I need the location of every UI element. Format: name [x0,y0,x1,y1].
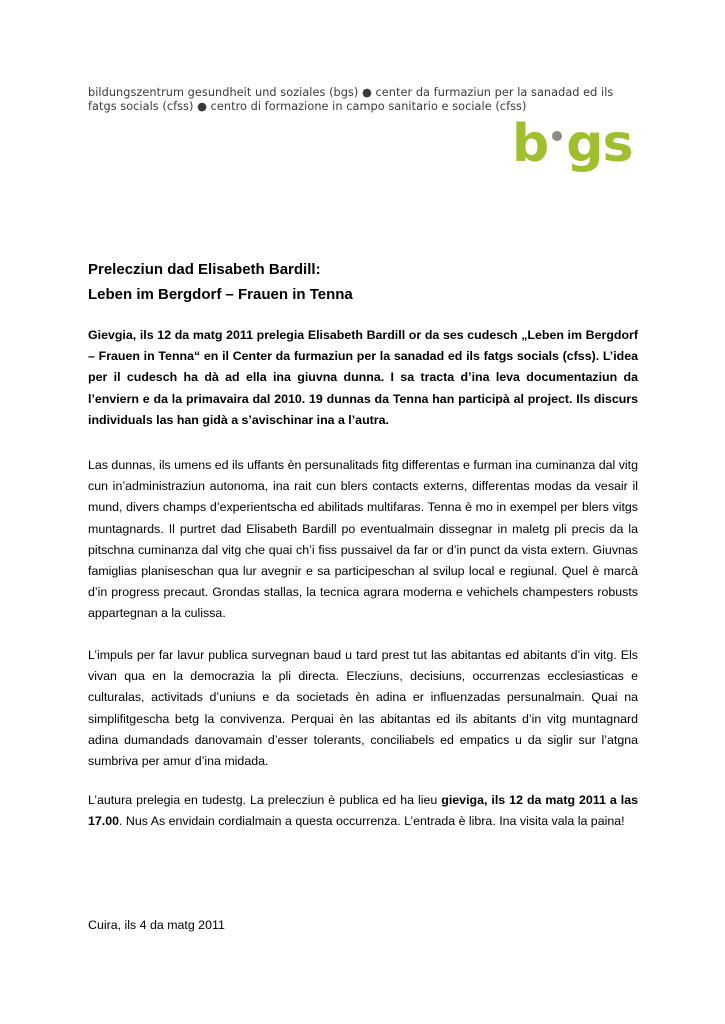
title-line-1: Prelecziun dad Elisabeth Bardill: [88,261,321,278]
logo-text-right: gs [566,114,633,174]
header-line-2: fatgs socials (cfss) ● centro di formazione in campo sanitario e sociale (cfss) [88,100,527,113]
event-date-bold: gieviga, ils 12 da matg 2011 a las 17.00 [88,793,639,829]
bgs-logo [512,114,633,174]
footer-date: Cuira, ils 4 da matg 2011 [88,918,225,932]
logo-text-left: b [512,114,549,174]
paragraph-3-start: L’autura prelegia en tudestg. La prelecziun è publica ed ha lieu [88,793,442,807]
body-paragraph-1: Las dunnas, ils umens ed ils uffants èn persunalitads fitg differentas e furman ina cuminanza dal vitg cun in’administraziun autonoma, ina rait cun blers contacts externs, differentas modas da vesair il mund, divers champs d’experientscha ed abilitads multifaras. Tenna è mo in exempel per blers vitgs muntagnards. Il purtret dad Elisabeth Bardill po eventualmain dissegnar in maletg pli precis da la pitschna cuminanza dal vitg che quai ch’i fiss pussaivel da far or d’in punct da vista extern. Giuvnas famiglias planiseschan qua lur avegnir e sa participeschan al svilup local e regiunal. Quel è marcà d’in progress precaut. Grondas stallas, la tecnica agrara moderna e vehichels champesters robusts appartegnan a la culissa. [88,458,638,621]
lead-paragraph: Gievgia, ils 12 da matg 2011 prelegia Elisabeth Bardill or da ses cudesch „Leben im Bergdorf – Frauen in Tenna“ en il Center da furmaziun per la sanadad ed ils fatgs socials (cfss). L’idea per il cudesch ha dà ad ella ina giuvna dunna. I sa tracta d’ina leva documentaziun da l’enviern e da la primavaira dal 2010. 19 dunnas da Tenna han participà al project. Ils discurs individuals las han gidà a s’avischinar ina a l’autra. [88,328,638,427]
header-line-1: bildungszentrum gesundheit und soziales (bgs) ● center da furmaziun per la sanadad ed ils [88,86,614,99]
body-paragraph-3 [88,790,638,832]
title-line-2: Leben im Bergdorf – Frauen in Tenna [88,286,353,303]
body-paragraph-2: L’impuls per far lavur publica survegnan baud u tard prest tut las abitantas ed abitants d’in vitg. Els vivan qua en la democrazia la pli directa. Elecziuns, decisiuns, occurrenzas ecclesiasticas e culturalas, activitads d’uniuns e da societads èn adina er influenzadas persunalmain. Quai na simplifitgescha betg la convivenza. Perquai èn las abitantas ed ils abitants d’in vitg muntagnard adina dumandads danovamain d’esser tolerants, conciliabels ed empatics u da siglir sur l’atgna sumbriva per amur d’ina midada. [88,648,638,769]
logo-dot-icon [552,131,562,141]
paragraph-3-end: . Nus As envidain cordialmain a questa occurrenza. L’entrada è libra. Ina visita vala la paina! [119,814,625,829]
